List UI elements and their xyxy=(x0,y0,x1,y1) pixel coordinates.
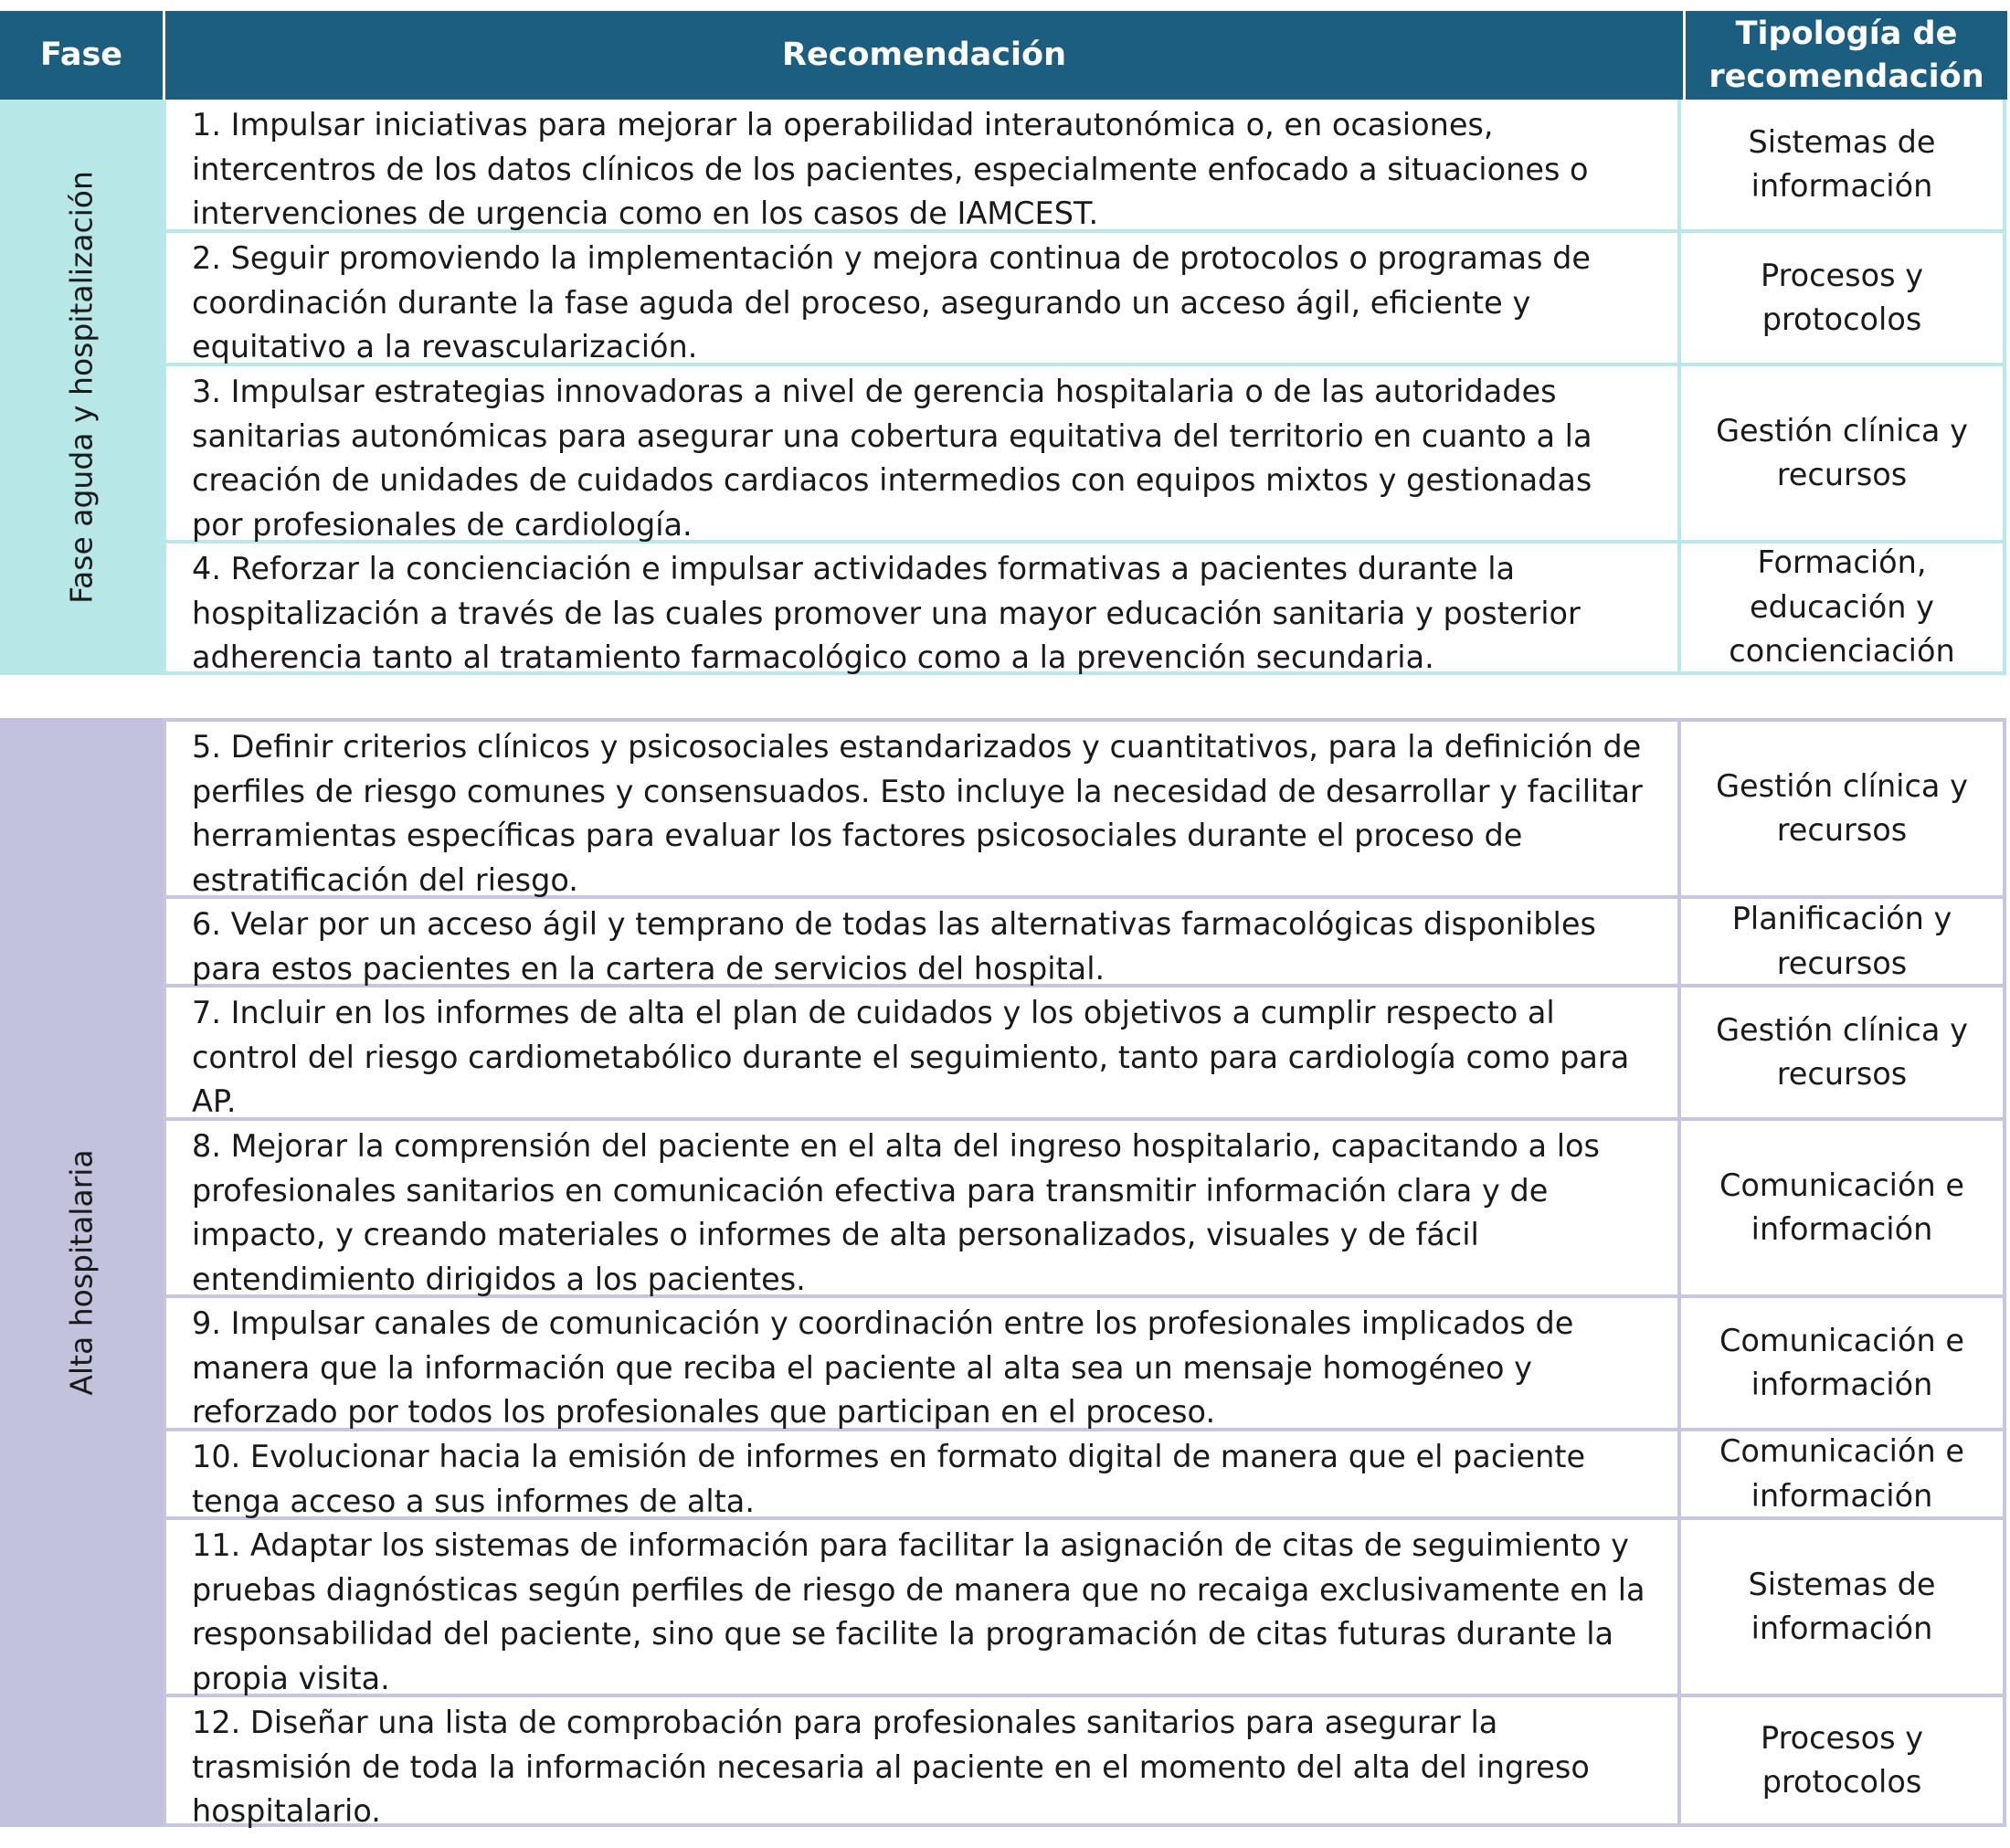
recommendation-cell xyxy=(163,1121,1681,1297)
phase-cell xyxy=(0,718,163,1827)
typology-line: protocolos xyxy=(1761,301,1922,337)
table-row xyxy=(163,722,2006,899)
recommendation-line: trasmisión de toda la información necesaria al paciente en el momento del alta del ingreso xyxy=(192,1748,1590,1785)
recommendation-cell xyxy=(163,100,1681,229)
table-row xyxy=(163,1298,2006,1431)
recommendation-line: AP. xyxy=(192,1083,237,1119)
recommendation-cell xyxy=(163,1431,1681,1519)
recommendation-cell xyxy=(163,1520,1681,1694)
recommendation-line: creación de unidades de cuidados cardiacos intermedios con equipos mixtos y gestionadas xyxy=(192,462,1592,498)
typology-cell xyxy=(1681,1431,2006,1516)
typology-line: información xyxy=(1751,1477,1933,1514)
typology-line: Formación, xyxy=(1757,544,1927,581)
recommendation-line: profesionales sanitarios en comunicación efectiva para transmitir información clara y de xyxy=(192,1172,1549,1209)
recommendation-line: hospitalario. xyxy=(192,1793,381,1829)
table-row xyxy=(163,366,2006,544)
typology-line: concienciación xyxy=(1729,633,1955,670)
recommendation-line: 2. Seguir promoviendo la implementación y mejora continua de protocolos o programas de xyxy=(192,240,1591,276)
table-header xyxy=(0,11,2007,100)
table-row xyxy=(163,1520,2006,1697)
recommendation-cell xyxy=(163,1298,1681,1428)
header-tipologia-line: Tipología de xyxy=(1735,15,1958,52)
recommendation-line: 8. Mejorar la comprensión del paciente en el alta del ingreso hospitalario, capacitando a los xyxy=(192,1128,1600,1164)
typology-cell xyxy=(1681,366,2006,540)
typology-line: Comunicación e xyxy=(1719,1433,1964,1469)
table-row xyxy=(163,1431,2006,1520)
typology-line: Procesos y xyxy=(1760,257,1924,293)
typology-cell xyxy=(1681,987,2006,1117)
typology-line: recursos xyxy=(1776,812,1908,848)
recommendation-line: equitativo a la revascularización. xyxy=(192,329,698,364)
recommendation-line: adherencia tanto al tratamiento farmacológico como a la prevención secundaria. xyxy=(192,639,1434,675)
recommendation-cell xyxy=(163,544,1681,675)
recommendation-line: 6. Velar por un acceso ágil y temprano de todas las alternativas farmacológicas disponibles xyxy=(192,906,1596,942)
typology-cell xyxy=(1681,899,2006,984)
typology-line: información xyxy=(1751,1367,1933,1402)
phase-rows xyxy=(163,100,2006,675)
header-tipologia xyxy=(1686,11,2007,100)
recommendation-line: manera que la información que reciba el paciente al alta sea un mensaje homogéneo y xyxy=(192,1349,1532,1386)
typology-cell xyxy=(1681,233,2006,363)
typology-cell xyxy=(1681,100,2006,229)
recommendation-line: estratificación del riesgo. xyxy=(192,861,578,898)
recommendation-line: para estos pacientes en la cartera de servicios del hospital. xyxy=(192,950,1106,987)
typology-line: Procesos y xyxy=(1760,1719,1924,1756)
recommendation-cell xyxy=(163,1697,1681,1829)
recommendation-line: 7. Incluir en los informes de alta el plan de cuidados y los objetivos a cumplir respecto al xyxy=(192,995,1555,1030)
typology-line: Gestión clínica y xyxy=(1716,767,1968,804)
typology-cell xyxy=(1681,722,2006,895)
recommendation-line: por profesionales de cardiología. xyxy=(192,506,693,543)
typology-line: recursos xyxy=(1776,1056,1908,1092)
phase-cell xyxy=(0,100,163,675)
typology-line: Planificación y xyxy=(1731,901,1952,936)
recommendation-line: 1. Impulsar iniciativas para mejorar la operabilidad interautonómica o, en ocasiones, xyxy=(192,107,1494,143)
table-row xyxy=(163,987,2006,1121)
header-tipologia-line: recomendación xyxy=(1708,58,1984,95)
typology-line: Sistemas de xyxy=(1748,1566,1936,1602)
typology-line: Gestión clínica y xyxy=(1716,412,1968,449)
recommendation-line: pruebas diagnósticas según perfiles de riesgo de manera que no recaiga exclusivamente en la xyxy=(192,1571,1645,1608)
recommendation-line: intercentros de los datos clínicos de los pacientes, especialmente enfocado a situaciones o xyxy=(192,151,1589,187)
recommendation-line: reforzado por todos los profesionales que participan en el proceso. xyxy=(192,1394,1216,1430)
typology-cell xyxy=(1681,1520,2006,1694)
phase-section-acute xyxy=(0,100,2006,675)
typology-cell xyxy=(1681,544,2006,671)
table-row xyxy=(163,233,2006,366)
typology-line: Gestión clínica y xyxy=(1716,1011,1968,1048)
recommendation-line: 4. Reforzar la concienciación e impulsar actividades formativas a pacientes durante la xyxy=(192,551,1516,586)
phase-rows xyxy=(163,718,2006,1827)
recommendation-line: entendimiento dirigidos a los pacientes. xyxy=(192,1261,806,1297)
recommendation-line: propia visita. xyxy=(192,1660,390,1696)
table-row xyxy=(163,899,2006,987)
recommendation-line: 5. Definir criterios clínicos y psicosociales estandarizados y cuantitativos, para la definición de xyxy=(192,729,1642,765)
typology-line: protocolos xyxy=(1761,1764,1922,1800)
typology-line: información xyxy=(1751,1610,1933,1646)
recommendation-line: intervenciones de urgencia como en los casos de IAMCEST. xyxy=(192,195,1099,231)
recommendation-line: perfiles de riesgo comunes y consensuados. Esto incluye la necesidad de desarrollar y facilitar xyxy=(192,773,1643,809)
phase-label: Fase aguda y hospitalización xyxy=(63,171,100,604)
typology-line: recursos xyxy=(1776,945,1908,981)
recommendation-line: 3. Impulsar estrategias innovadoras a nivel de gerencia hospitalaria o de las autoridades xyxy=(192,374,1557,409)
recommendation-line: 11. Adaptar los sistemas de información para facilitar la asignación de citas de seguimiento y xyxy=(192,1527,1630,1563)
recommendation-cell xyxy=(163,233,1681,363)
table-row xyxy=(163,100,2006,233)
typology-line: información xyxy=(1751,168,1933,204)
table-row xyxy=(163,1121,2006,1298)
typology-line: información xyxy=(1751,1211,1933,1247)
typology-cell xyxy=(1681,1697,2006,1823)
recommendation-line: 9. Impulsar canales de comunicación y coordinación entre los profesionales implicados de xyxy=(192,1305,1574,1341)
recommendation-line: 10. Evolucionar hacia la emisión de informes en formato digital de manera que el paciente xyxy=(192,1439,1586,1474)
recommendation-cell xyxy=(163,366,1681,543)
recommendation-line: control del riesgo cardiometabólico durante el seguimiento, tanto para cardiología como para xyxy=(192,1039,1630,1075)
phase-label: Alta hospitalaria xyxy=(63,1149,100,1396)
recommendation-cell xyxy=(163,987,1681,1117)
typology-line: educación y xyxy=(1750,588,1934,625)
header-fase: Fase xyxy=(0,11,163,100)
typology-line: Comunicación e xyxy=(1719,1167,1964,1203)
recommendation-cell xyxy=(163,722,1681,898)
table-row xyxy=(163,544,2006,675)
typology-line: recursos xyxy=(1776,457,1908,492)
typology-line: Comunicación e xyxy=(1719,1322,1964,1358)
table-row xyxy=(163,1697,2006,1827)
recommendation-line: herramientas específicas para evaluar los factores psicosociales durante el proceso de xyxy=(192,818,1523,853)
phase-section-discharge xyxy=(0,718,2006,1827)
recommendation-line: coordinación durante la fase aguda del proceso, asegurando un acceso ágil, eficiente y xyxy=(192,284,1531,321)
typology-line: Sistemas de xyxy=(1748,123,1936,160)
recommendation-line: 12. Diseñar una lista de comprobación para profesionales sanitarios para asegurar la xyxy=(192,1705,1498,1740)
recommendation-cell xyxy=(163,899,1681,987)
recommendation-line: responsabilidad del paciente, sino que se facilite la programación de citas futuras durante la xyxy=(192,1616,1614,1652)
typology-cell xyxy=(1681,1121,2006,1294)
recommendation-line: impacto, y creando materiales o informes de alta personalizados, visuales y de fácil xyxy=(192,1217,1479,1252)
recommendation-line: tenga acceso a sus informes de alta. xyxy=(192,1483,755,1519)
typology-cell xyxy=(1681,1298,2006,1428)
recommendation-line: hospitalización a través de las cuales promover una mayor educación sanitaria y posterior xyxy=(192,595,1581,631)
header-recomendacion: Recomendación xyxy=(165,11,1683,100)
recommendation-line: sanitarias autonómicas para asegurar una cobertura equitativa del territorio en cuanto a la xyxy=(192,417,1592,454)
